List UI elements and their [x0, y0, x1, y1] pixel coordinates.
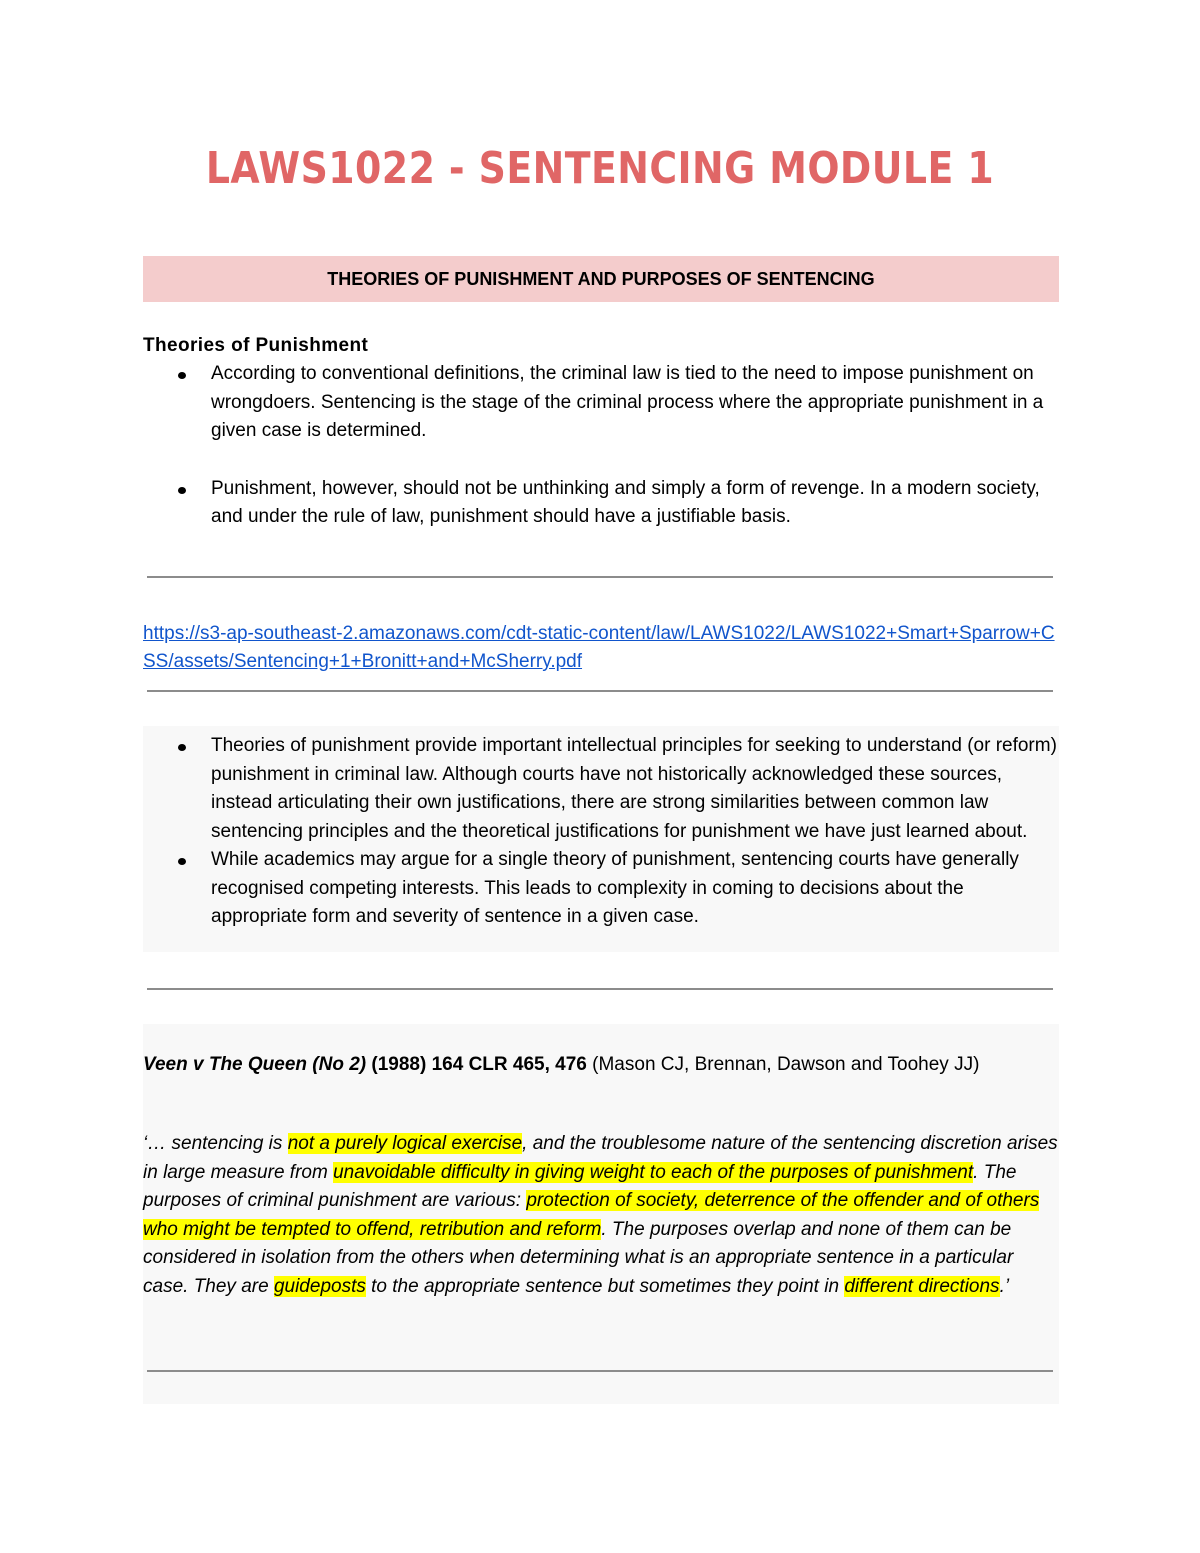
bullet-icon — [178, 372, 186, 379]
list-item — [177, 846, 1057, 932]
case-reference: (1988) 164 CLR 465, 476 — [366, 1054, 587, 1075]
list-item-text: While academics may argue for a single theory of punishment, sentencing courts have generally recognised competing interests. This leads to complexity in coming to decisions about the appropriate form and severity of sentence in a given case. — [211, 849, 1019, 927]
list-item-text: Punishment, however, should not be unthinking and simply a form of revenge. In a modern society, and under the rule of law, punishment should have a justifiable basis. — [211, 477, 1040, 527]
quote-text: . The purposes of criminal punishment are various: — [143, 1161, 1017, 1212]
quote-highlight: not a purely logical exercise — [287, 1133, 523, 1154]
quote-highlight: unavoidable difficulty in giving weight to each of the purposes of punishment — [333, 1161, 974, 1183]
quote-highlight: protection of society, deterrence of the offender and of others who might be tempted to offend, retribution and reform — [143, 1190, 1040, 1240]
quote-text: . The purposes overlap and none of them can be considered in isolation from the others when determining what is an appropriate sentence in a particular case. They are — [143, 1218, 1014, 1297]
case-quote — [143, 1130, 1061, 1302]
section-header: THEORIES OF PUNISHMENT AND PURPOSES OF SENTENCING — [143, 256, 1059, 302]
quote-highlight: different directions — [844, 1275, 1000, 1297]
bullet-icon — [178, 858, 186, 865]
divider — [147, 690, 1053, 692]
list-item — [177, 475, 1047, 532]
list-item-text: According to conventional definitions, the criminal law is tied to the need to impose punishment on wrongdoers. Sentencing is the stage of the criminal process where the appropriate punishment in a given case is determined. — [211, 363, 1044, 441]
divider — [147, 1370, 1053, 1372]
reading-link[interactable]: https://s3-ap-southeast-2.amazonaws.com/cdt-static-content/law/LAWS1022/LAWS1022+Smart+Sparrow+CSS/assets/Sentencing+1+Bronitt+and+McSherry.pdf — [143, 623, 1055, 672]
subheading-theories: Theories of Punishment — [143, 335, 369, 356]
list-item — [177, 360, 1047, 446]
case-citation — [143, 1050, 1059, 1079]
list-item — [177, 732, 1057, 846]
quote-text: to the appropriate sentence but sometimes they point in — [365, 1275, 845, 1297]
divider — [147, 576, 1053, 578]
quote-text: ‘… sentencing is — [143, 1133, 288, 1154]
bullet-list-theories — [177, 732, 1057, 932]
page-title: LAWS1022 - SENTENCING MODULE 1 — [205, 143, 995, 194]
bullet-list-intro — [177, 360, 1047, 532]
divider — [147, 988, 1053, 990]
bullet-icon — [178, 744, 186, 751]
case-name: Veen v The Queen (No 2) — [143, 1054, 367, 1075]
list-item-text: Theories of punishment provide important intellectual principles for seeking to understand (or reform) punishment in criminal law. Although courts have not historically acknowledged these sources, instead articulating their own justifications, there are strong similarities between common law sentencing principles and the theoretical justifications for punishment we have just learned about. — [211, 735, 1057, 842]
quote-text: , and the troublesome nature of the sentencing discretion arises in large measure from — [143, 1133, 1058, 1183]
bullet-icon — [178, 487, 186, 494]
case-judges: (Mason CJ, Brennan, Dawson and Toohey JJ) — [586, 1054, 980, 1075]
quote-text: .’ — [999, 1275, 1010, 1297]
quote-highlight: guideposts — [273, 1275, 366, 1297]
